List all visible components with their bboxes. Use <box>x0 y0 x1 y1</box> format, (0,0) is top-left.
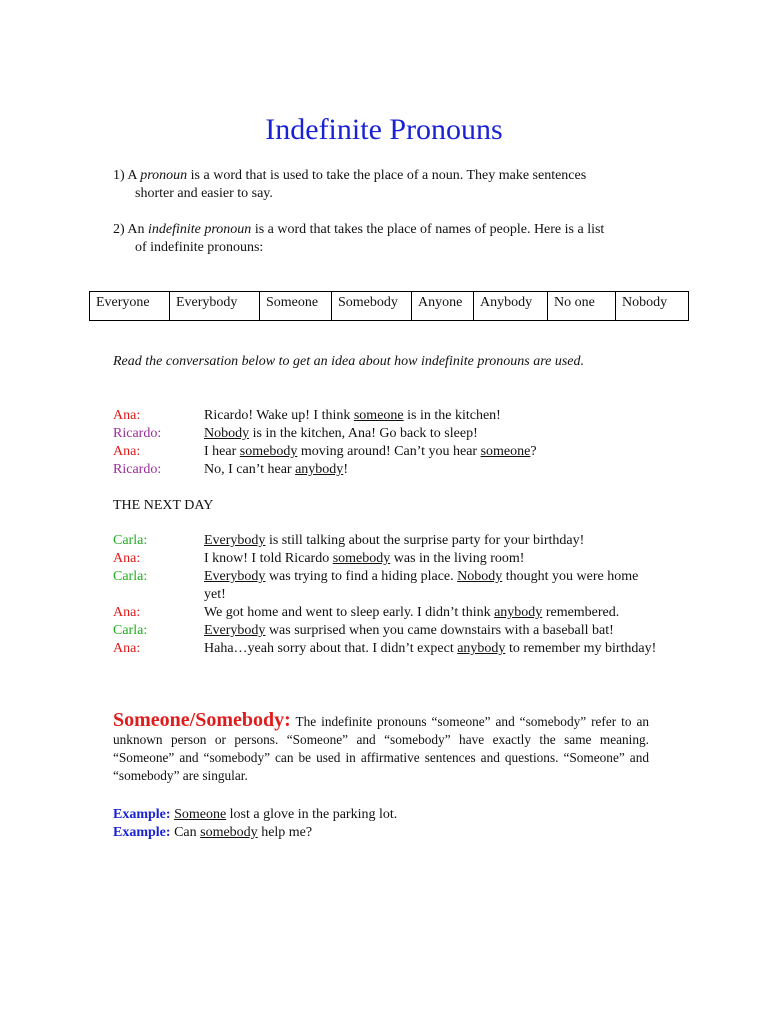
section-body: The indefinite pronouns “someone” and “somebody” refer to an unknown person or persons. “Someone” and “somebody” have exactly the same meaning. “Someone” and “somebody” can be used in affirmative sentences and questions. “Someone” and “somebody” are singular. <box>113 714 649 783</box>
dialogue-line <box>113 407 673 425</box>
text: 2) An <box>113 222 148 237</box>
table-cell: Everybody <box>170 292 260 321</box>
dialogue-text: I know! I told Ricardo somebody was in the living room! <box>204 551 525 566</box>
example-label: Example: <box>113 807 171 822</box>
speaker: Ana: <box>113 444 141 459</box>
speaker: Ricardo: <box>113 426 162 441</box>
pronoun-table <box>89 291 689 321</box>
table-cell: Anyone <box>412 292 474 321</box>
dialogue-text: Ricardo! Wake up! I think someone is in the kitchen! <box>204 408 501 423</box>
dialogue-text: Everybody was surprised when you came downstairs with a baseball bat! <box>204 623 614 638</box>
definition-pronoun <box>113 167 653 203</box>
dialogue-line <box>113 622 673 640</box>
speaker: Ana: <box>113 551 141 566</box>
table-cell: Everyone <box>90 292 170 321</box>
text: of indefinite pronouns: <box>135 240 264 255</box>
speaker: Carla: <box>113 533 148 548</box>
text: is a word that is used to take the place of a noun. They make sentences <box>187 168 587 183</box>
example-1: Example: Someone lost a glove in the parking lot. <box>113 807 398 822</box>
speaker: Carla: <box>113 623 148 638</box>
example-label: Example: <box>113 825 171 840</box>
someone-somebody-section <box>113 711 649 785</box>
term-indefinite-pronoun: indefinite pronoun <box>148 222 252 237</box>
table-cell: Someone <box>260 292 332 321</box>
section-heading: Someone/Somebody: <box>113 709 291 731</box>
page-title: Indefinite Pronouns <box>265 113 503 146</box>
dialogue-line <box>113 640 673 658</box>
next-day-heading: THE NEXT DAY <box>113 498 214 513</box>
text: shorter and easier to say. <box>135 186 273 201</box>
text: is a word that takes the place of names of people. Here is a list <box>251 222 605 237</box>
dialogue-line <box>113 604 673 622</box>
dialogue-line <box>113 550 673 568</box>
speaker: Carla: <box>113 569 148 584</box>
dialogue-line <box>113 568 673 604</box>
dialogue-line <box>113 425 673 443</box>
text: 1) A <box>113 168 141 183</box>
speaker: Ana: <box>113 408 141 423</box>
conversation-2 <box>113 532 673 658</box>
dialogue-text: No, I can’t hear anybody! <box>204 462 348 477</box>
definition-indefinite-pronoun <box>113 221 653 257</box>
dialogue-text: Nobody is in the kitchen, Ana! Go back to sleep! <box>204 426 478 441</box>
example-2: Example: Can somebody help me? <box>113 825 313 840</box>
conversation-1 <box>113 407 673 479</box>
dialogue-text: We got home and went to sleep early. I didn’t think anybody remembered. <box>204 605 620 620</box>
dialogue-text: Haha…yeah sorry about that. I didn’t expect anybody to remember my birthday! <box>204 641 657 656</box>
table-cell: Somebody <box>332 292 412 321</box>
dialogue-text: Everybody was trying to find a hiding place. Nobody thought you were home yet! <box>204 569 639 602</box>
table-cell: Anybody <box>474 292 548 321</box>
speaker: Ana: <box>113 641 141 656</box>
dialogue-text: I hear somebody moving around! Can’t you hear someone? <box>204 444 537 459</box>
table-cell: No one <box>548 292 616 321</box>
dialogue-line <box>113 443 673 461</box>
speaker: Ana: <box>113 605 141 620</box>
dialogue-line <box>113 532 673 550</box>
table-cell: Nobody <box>616 292 689 321</box>
speaker: Ricardo: <box>113 462 162 477</box>
dialogue-text: Everybody is still talking about the surprise party for your birthday! <box>204 533 585 548</box>
table-row <box>90 292 689 321</box>
term-pronoun: pronoun <box>140 168 188 183</box>
intro-text: Read the conversation below to get an idea about how indefinite pronouns are used. <box>113 354 585 369</box>
dialogue-line <box>113 461 673 479</box>
